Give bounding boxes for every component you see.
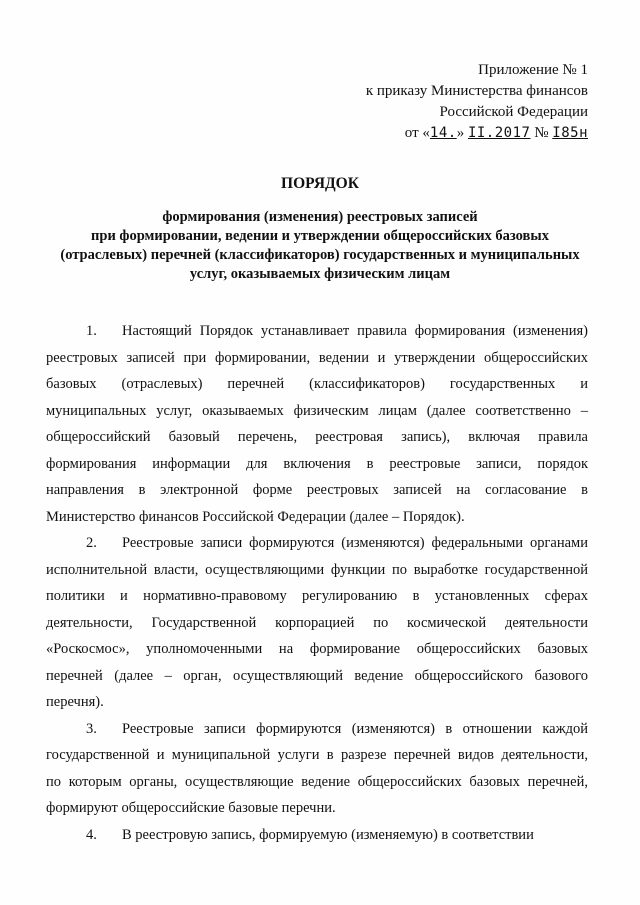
- appendix-number: Приложение № 1: [478, 62, 588, 78]
- paragraph-line: Министерство финансов Российской Федерации (далее – Порядок).: [46, 508, 465, 525]
- number-label: №: [534, 125, 549, 141]
- document-subtitle: [40, 208, 600, 284]
- paragraph-line: перечней (далее – орган, осуществляющий ведение общероссийского базового: [46, 667, 588, 684]
- subtitle-line: (отраслевых) перечней (классификаторов) государственных и муниципальных: [60, 247, 580, 263]
- paragraph-line: общероссийский базовый перечень, реестровая запись), включая правила: [46, 429, 588, 445]
- paragraph-4: [46, 822, 588, 849]
- paragraph-line: формируют общероссийские базовые перечни.: [46, 800, 336, 816]
- paragraph-line: по которым органы, осуществляющие ведение общероссийских базовых перечней,: [46, 773, 588, 790]
- paragraph-text: Реестровые записи формируются (изменяются) федеральными органами: [122, 535, 588, 551]
- document-title: ПОРЯДОК: [281, 175, 359, 192]
- appendix-order-ref: к приказу Министерства финансов: [365, 83, 588, 99]
- paragraph-line: [46, 716, 588, 743]
- paragraph-line: «Роскосмос», уполномоченными на формирование общероссийских базовых: [46, 641, 588, 657]
- paragraph-number: 3.: [86, 720, 97, 737]
- date-mid: »: [456, 125, 465, 141]
- paragraph-line: перечня).: [46, 694, 104, 710]
- paragraph-2: [46, 530, 588, 716]
- paragraph-line: деятельности, Государственной корпорацией по космической деятельности: [46, 614, 588, 631]
- paragraph-text: Реестровые записи формируются (изменяются) в отношении каждой: [122, 720, 588, 737]
- appendix-ministry: Российской Федерации: [439, 104, 588, 120]
- paragraph-number: 2.: [86, 535, 97, 551]
- paragraph-line: формирования информации для включения в реестровые записи, порядок: [46, 455, 588, 472]
- paragraph-text: В реестровую запись, формируемую (изменяемую) в соответствии: [122, 826, 534, 843]
- paragraph-line: [46, 822, 588, 849]
- appendix-date-line: [366, 123, 588, 144]
- paragraph-number: 4.: [86, 826, 97, 843]
- paragraph-text: Настоящий Порядок устанавливает правила формирования (изменения): [122, 323, 588, 339]
- subtitle-line: услуг, оказываемых физическим лицам: [189, 266, 451, 282]
- paragraph-3: [46, 716, 588, 822]
- appendix-header: [366, 60, 588, 144]
- paragraph-line: политики и нормативно-правовому регулированию в установленных сферах: [46, 588, 588, 604]
- paragraph-line: [46, 318, 588, 345]
- paragraph-number: 1.: [86, 323, 97, 339]
- paragraph-line: исполнительной власти, осуществляющими функции по выработке государственной: [46, 561, 588, 578]
- date-day: 14.: [429, 125, 457, 141]
- order-number: I85н: [552, 125, 588, 141]
- date-month-year: II.2017: [467, 125, 531, 141]
- subtitle-line: формирования (изменения) реестровых записей: [162, 209, 478, 225]
- paragraph-line: [46, 530, 588, 557]
- paragraph-line: муниципальных услуг, оказываемых физическим лицам (далее соответственно –: [46, 402, 588, 419]
- paragraph-line: направления в электронной форме реестровых записей на согласование в: [46, 482, 588, 498]
- document-body: [46, 318, 588, 848]
- subtitle-line: при формировании, ведении и утверждении общероссийских базовых: [91, 228, 549, 244]
- paragraph-line: базовых (отраслевых) перечней (классификаторов) государственных и: [46, 376, 588, 392]
- paragraph-line: реестровых записей при формировании, ведении и утверждении общероссийских: [46, 349, 588, 366]
- paragraph-1: [46, 318, 588, 530]
- date-prefix: от «: [404, 125, 430, 141]
- paragraph-line: государственной и муниципальной услуги в разрезе перечней видов деятельности,: [46, 747, 588, 763]
